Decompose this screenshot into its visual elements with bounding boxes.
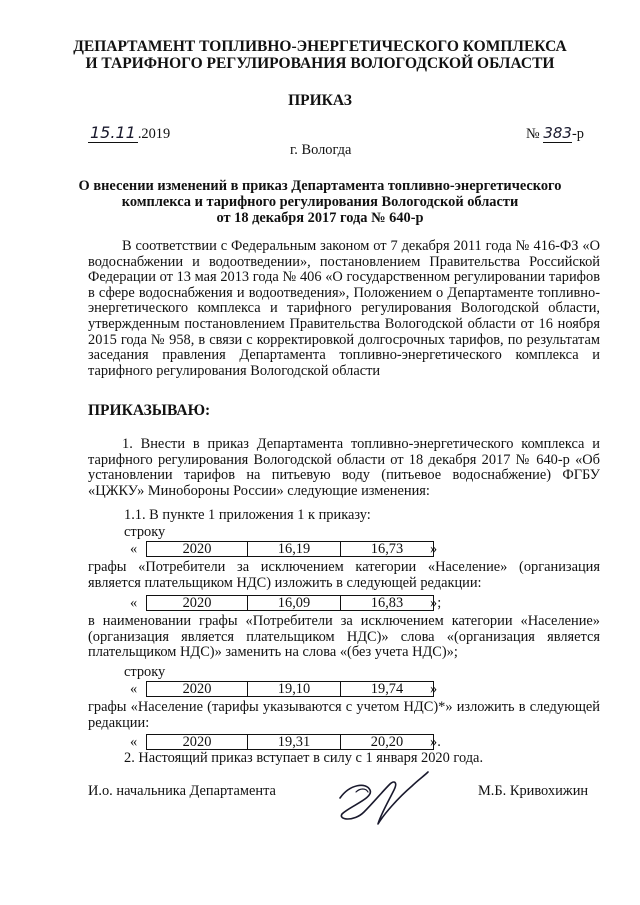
text-rename-column: в наименовании графы «Потребители за исключением категории «Население» (организация является плательщиком НДС)» слова «(организация является плательщиком НДС)» заменить на слова «(без учета НДС)»; — [88, 613, 600, 661]
order-date — [88, 124, 170, 143]
table-cell-value-2: 16,83 — [341, 596, 434, 611]
word-row-2: строку — [124, 664, 166, 680]
table-row — [147, 682, 434, 697]
table-cell-year: 2020 — [147, 682, 248, 697]
department-name-line2: И ТАРИФНОГО РЕГУЛИРОВАНИЯ ВОЛОГОДСКОЙ ОБЛАСТИ — [85, 55, 555, 72]
text-after-table-3: графы «Население (тарифы указываются с учетом НДС)*» изложить в следующей редакции: — [88, 699, 600, 731]
document-type: ПРИКАЗ — [288, 92, 352, 109]
word-row-1: строку — [124, 524, 166, 540]
table-cell-value-1: 16,09 — [248, 596, 341, 611]
title-line1: О внесении изменений в приказ Департамента топливно-энергетического — [78, 178, 562, 194]
table-cell-value-1: 19,10 — [248, 682, 341, 697]
text-after-table-1: графы «Потребители за исключением категории «Население» (организация является плательщиком НДС) изложить в следующей редакции: — [88, 559, 600, 591]
table-cell-year: 2020 — [147, 596, 248, 611]
order-word: ПРИКАЗЫВАЮ: — [88, 402, 211, 419]
quote-open-4: « — [130, 734, 138, 750]
item-1-paragraph: 1. Внести в приказ Департамента топливно-энергетического комплекса и тарифного регулирования Вологодской области от 18 декабря 2017 № 640-р «Об установлении тарифов на питьевую воду (питьевое водоснабжение) ФГБУ «ЦЖКУ» Минобороны России» следующие изменения: — [88, 436, 600, 499]
quote-open-1: « — [130, 541, 138, 557]
title-line3: от 18 декабря 2017 года № 640-р — [216, 210, 424, 226]
table-row — [147, 542, 434, 557]
handwritten-signature — [320, 762, 440, 834]
quote-open-3: « — [130, 681, 138, 697]
table-cell-value-2: 19,74 — [341, 682, 434, 697]
quote-close-2: »; — [430, 595, 442, 611]
value-table-2 — [146, 595, 434, 611]
value-table-4 — [146, 734, 434, 750]
value-table-1 — [146, 541, 434, 557]
signatory-position: И.о. начальника Департамента — [88, 783, 276, 799]
table-cell-value-1: 16,19 — [248, 542, 341, 557]
order-number — [526, 124, 584, 143]
item-2-paragraph: 2. Настоящий приказ вступает в силу с 1 января 2020 года. — [124, 750, 484, 766]
department-name-line1: ДЕПАРТАМЕНТ ТОПЛИВНО-ЭНЕРГЕТИЧЕСКОГО КОМПЛЕКСА — [73, 38, 567, 55]
number-handwritten: 383 — [543, 124, 572, 142]
date-handwritten: 15.11 — [90, 123, 136, 142]
signatory-name: М.Б. Кривохижин — [478, 783, 589, 799]
quote-close-1: » — [430, 541, 438, 557]
table-row — [147, 735, 434, 750]
quote-close-3: » — [430, 681, 438, 697]
title-line2: комплекса и тарифного регулирования Вологодской области — [121, 194, 519, 210]
date-year: .2019 — [137, 126, 171, 142]
table-cell-year: 2020 — [147, 735, 248, 750]
table-row — [147, 596, 434, 611]
table-cell-value-2: 20,20 — [341, 735, 434, 750]
number-prefix: № — [526, 126, 540, 142]
quote-close-4: ». — [430, 734, 441, 750]
table-cell-year: 2020 — [147, 542, 248, 557]
number-suffix: -р — [571, 126, 584, 142]
table-cell-value-2: 16,73 — [341, 542, 434, 557]
value-table-3 — [146, 681, 434, 697]
city: г. Вологда — [290, 142, 352, 158]
quote-open-2: « — [130, 595, 138, 611]
table-cell-value-1: 19,31 — [248, 735, 341, 750]
preamble-paragraph: В соответствии с Федеральным законом от 7 декабря 2011 года № 416-ФЗ «О водоснабжении и водоотведении», постановлением Правительства Российской Федерации от 13 мая 2013 года № 406 «О государственном регулировании тарифов в сфере водоснабжения и водоотведения», Положением о Департаменте топливно-энергетического комплекса и тарифного регулирования Вологодской области, утвержденным постановлением Правительства Вологодской области от 16 ноября 2015 года № 958, в связи с корректировкой долгосрочных тарифов, по результатам заседания правления Департамента топливно-энергетического комплекса и тарифного регулирования Вологодской области — [88, 238, 600, 379]
item-1-1: 1.1. В пункте 1 приложения 1 к приказу: — [124, 507, 371, 523]
